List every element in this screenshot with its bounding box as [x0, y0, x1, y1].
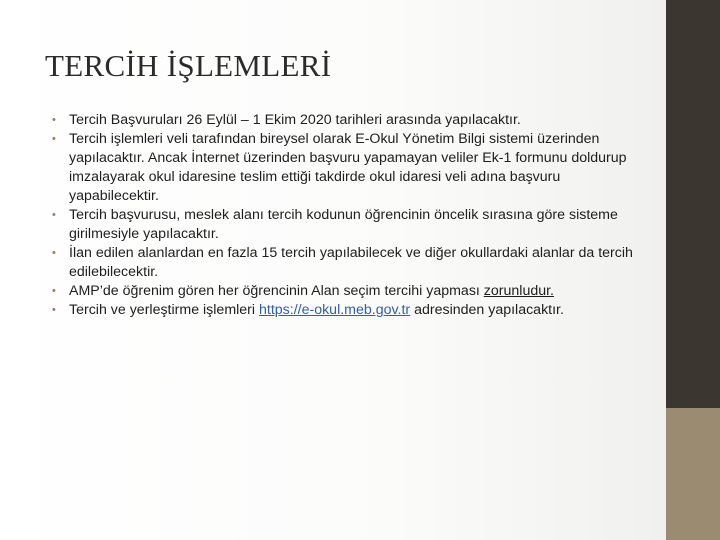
- slide-title: TERCİH İŞLEMLERİ: [45, 48, 332, 83]
- item-text: Tercih ve yerleştirme işlemleri: [69, 302, 259, 318]
- item-text: Tercih başvurusu, meslek alanı tercih kodunun öğrencinin öncelik sırasına göre sisteme girilmesiyle yapılacaktır.: [69, 207, 618, 242]
- bullet-icon: •: [52, 285, 56, 297]
- item-text: Tercih Başvuruları: [69, 112, 187, 128]
- item-text: AMP’de öğrenim gören her öğrencinin Alan seçim tercihi yapması: [69, 283, 484, 299]
- bullet-icon: •: [52, 209, 56, 221]
- bullet-list: [52, 111, 642, 320]
- bullet-icon: •: [52, 114, 56, 126]
- list-item: [52, 111, 642, 130]
- list-item: [52, 130, 642, 206]
- list-item: [52, 282, 642, 301]
- sidebar-accent-band: [666, 408, 720, 540]
- eokul-link[interactable]: https://e-okul.meb.gov.tr: [259, 302, 411, 318]
- bullet-icon: •: [52, 247, 56, 259]
- item-text: İlan edilen alanlardan en fazla 15 tercih yapılabilecek ve diğer okullardaki alanlar da tercih edilebilecektir.: [69, 245, 633, 280]
- bullet-icon: •: [52, 304, 56, 316]
- item-text: tarihleri arasında yapılacaktır.: [331, 112, 521, 128]
- list-item: [52, 206, 642, 244]
- date-range: 26 Eylül – 1 Ekim 2020: [186, 112, 332, 128]
- list-item: [52, 301, 642, 320]
- list-item: [52, 244, 642, 282]
- item-text: Tercih işlemleri veli tarafından bireysel olarak E-Okul Yönetim Bilgi sistemi üzerinden yapılacaktır. Ancak İnternet üzerinden başvuru yapamayan veliler Ek-1 formunu doldurup imzalayarak okul idaresine teslim ettiği takdirde okul idaresi veli adına başvuru yapabilecektir.: [69, 131, 627, 204]
- underlined-text: zorunludur.: [483, 283, 554, 299]
- bullet-icon: •: [52, 133, 56, 145]
- item-text: adresinden yapılacaktır.: [410, 302, 564, 318]
